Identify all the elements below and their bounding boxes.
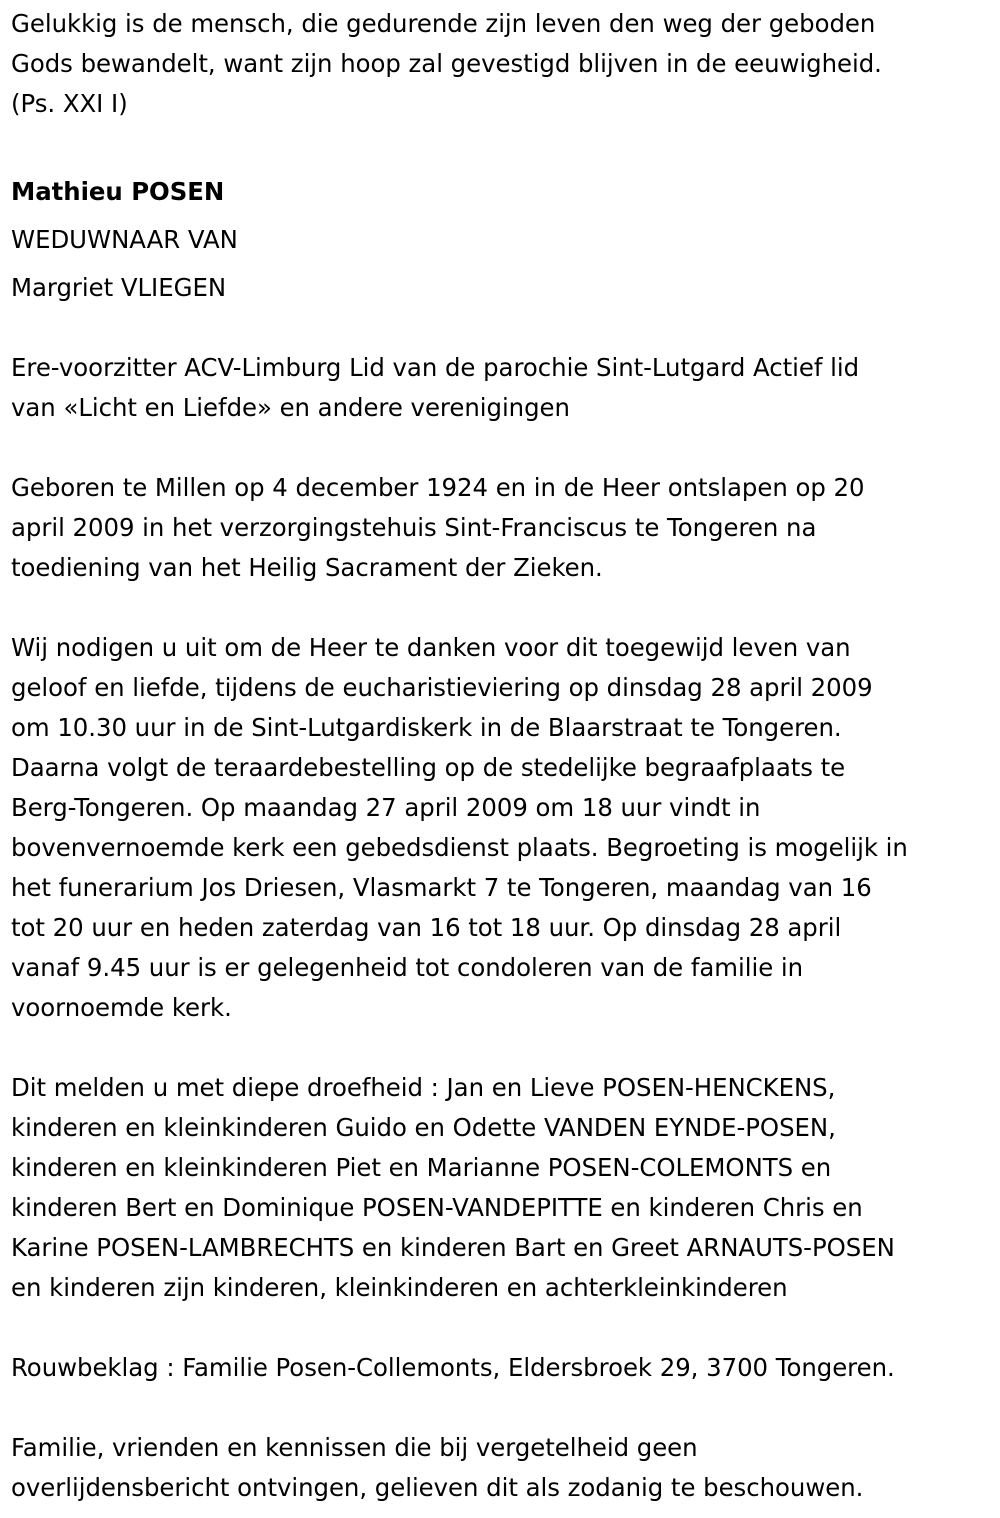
ceremony-line: voornoemde kerk. [11,993,232,1022]
roles-line: Ere-voorzitter ACV-Limburg Lid van de parochie Sint-Lutgard Actief lid [11,353,860,382]
birth-death-line: toediening van het Heilig Sacrament der Zieken. [11,553,603,582]
birth-death-paragraph [11,468,996,588]
family-line: Dit melden u met diepe droefheid : Jan en Lieve POSEN-HENCKENS, [11,1073,836,1102]
deceased-spouse: Margriet VLIEGEN [11,273,227,302]
ceremony-line: Wij nodigen u uit om de Heer te danken voor dit toegewijd leven van [11,633,851,662]
birth-death-line: april 2009 in het verzorgingstehuis Sint-Franciscus te Tongeren na [11,513,817,542]
ceremony-line: vanaf 9.45 uur is er gelegenheid tot condoleren van de familie in [11,953,804,982]
deceased-block [11,168,996,312]
ceremony-line: Berg-Tongeren. Op maandag 27 april 2009 om 18 uur vindt in [11,793,761,822]
closing-line: overlijdensbericht ontvingen, gelieven dit als zodanig te beschouwen. [11,1473,864,1502]
ceremony-paragraph [11,628,996,1028]
ceremony-line: om 10.30 uur in de Sint-Lutgardiskerk in de Blaarstraat te Tongeren. [11,713,842,742]
deceased-name: Mathieu POSEN [11,177,225,206]
family-line: kinderen en kleinkinderen Piet en Marianne POSEN-COLEMONTS en [11,1153,832,1182]
ceremony-line: het funerarium Jos Driesen, Vlasmarkt 7 te Tongeren, maandag van 16 [11,873,872,902]
closing-paragraph [11,1428,996,1508]
quote-line: (Ps. XXI I) [11,89,128,118]
roles-paragraph [11,348,996,428]
roles-line: van «Licht en Liefde» en andere verenigingen [11,393,570,422]
quote-line: Gelukkig is de mensch, die gedurende zijn leven den weg der geboden [11,9,876,38]
family-line: kinderen en kleinkinderen Guido en Odette VANDEN EYNDE-POSEN, [11,1113,836,1142]
quote-paragraph [11,4,996,124]
family-line: Karine POSEN-LAMBRECHTS en kinderen Bart en Greet ARNAUTS-POSEN [11,1233,895,1262]
ceremony-line: Daarna volgt de teraardebestelling op de stedelijke begraafplaats te [11,753,846,782]
ceremony-line: tot 20 uur en heden zaterdag van 16 tot 18 uur. Op dinsdag 28 april [11,913,842,942]
family-line: en kinderen zijn kinderen, kleinkinderen en achterkleinkinderen [11,1273,788,1302]
ceremony-line: bovenvernoemde kerk een gebedsdienst plaats. Begroeting is mogelijk in [11,833,908,862]
obituary-document [11,4,996,1508]
family-line: kinderen Bert en Dominique POSEN-VANDEPITTE en kinderen Chris en [11,1193,863,1222]
ceremony-line: geloof en liefde, tijdens de eucharistieviering op dinsdag 28 april 2009 [11,673,873,702]
quote-line: Gods bewandelt, want zijn hoop zal gevestigd blijven in de eeuwigheid. [11,49,882,78]
family-paragraph [11,1068,996,1308]
deceased-relation: WEDUWNAAR VAN [11,225,238,254]
mourning-address-line: Rouwbeklag : Familie Posen-Collemonts, Eldersbroek 29, 3700 Tongeren. [11,1353,895,1382]
closing-line: Familie, vrienden en kennissen die bij vergetelheid geen [11,1433,698,1462]
birth-death-line: Geboren te Millen op 4 december 1924 en in de Heer ontslapen op 20 [11,473,865,502]
mourning-address-paragraph [11,1348,996,1388]
